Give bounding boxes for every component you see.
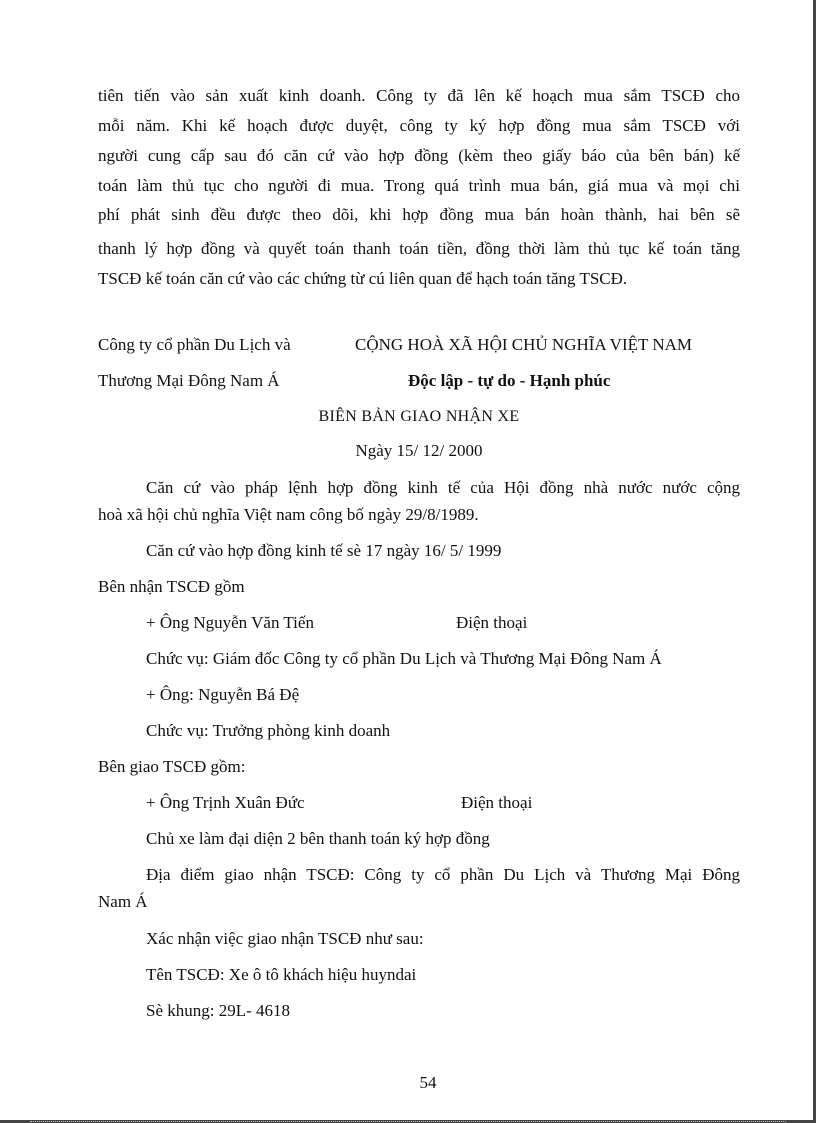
frame-number: Sè khung: 29L- 4618: [146, 1001, 291, 1020]
intro-line: toán làm thủ tục cho người đi mua. Trong quá trình mua bán, giá mua và mọi chi: [98, 176, 740, 195]
intro-line: phí phát sinh đều được theo dõi, khi hợp đồng mua bán hoàn thành, hai bên sẽ: [98, 205, 740, 224]
basis-line: Căn cứ vào pháp lệnh hợp đồng kinh tế của Hội đồng nhà nước nước cộng: [146, 478, 740, 497]
basis-line: hoà xã hội chủ nghĩa Việt nam công bố ngày 29/8/1989.: [98, 505, 479, 524]
asset-name: Tên TSCĐ: Xe ô tô khách hiệu huyndai: [146, 965, 417, 984]
page-number: 54: [419, 1073, 437, 1092]
intro-line: TSCĐ kế toán căn cứ vào các chứng từ cú liên quan để hạch toán tăng TSCĐ.: [98, 269, 628, 288]
giver-note: Chủ xe làm đại diện 2 bên thanh toán ký hợp đồng: [146, 829, 490, 848]
company-name-line2: Thương Mại Đông Nam Á: [98, 371, 280, 390]
republic-title: CỘNG HOÀ XÃ HỘI CHỦ NGHĨA VIỆT NAM: [355, 335, 693, 354]
document-date: Ngày 15/ 12/ 2000: [355, 441, 483, 460]
giver-phone-label: Điện thoại: [461, 793, 533, 812]
receiver-heading: Bên nhận TSCĐ gồm: [98, 577, 245, 596]
location-line: Nam Á: [98, 892, 148, 911]
document-title: BIÊN BẢN GIAO NHẬN XE: [318, 408, 520, 425]
receiver-person-1: + Ông Nguyễn Văn Tiến: [146, 613, 314, 632]
location-line: Địa điểm giao nhận TSCĐ: Công ty cổ phần Du Lịch và Thương Mại Đông: [146, 865, 740, 884]
company-name-line1: Công ty cổ phần Du Lịch và: [98, 335, 291, 354]
receiver-position-1: Chức vụ: Giám đốc Công ty cổ phần Du Lịch và Thương Mại Đông Nam Á: [146, 649, 662, 668]
intro-line: người cung cấp sau đó căn cứ vào hợp đồng (kèm theo giấy báo của bên bán) kế: [98, 146, 740, 165]
intro-paragraph: [98, 85, 740, 298]
giver-heading: Bên giao TSCĐ gồm:: [98, 757, 246, 776]
footer-divider: [30, 1121, 786, 1122]
receiver-person-2: + Ông: Nguyễn Bá Đệ: [146, 685, 300, 704]
contract-basis: Căn cứ vào hợp đồng kinh tế sè 17 ngày 16/ 5/ 1999: [146, 541, 502, 560]
confirmation-text: Xác nhận việc giao nhận TSCĐ như sau:: [146, 929, 424, 948]
intro-line: thanh lý hợp đồng và quyết toán thanh toán tiền, đồng thời làm thủ tục kế toán tăng: [98, 239, 740, 258]
intro-line: mỗi năm. Khi kế hoạch được duyệt, công ty ký hợp đồng mua sắm TSCĐ với: [98, 116, 740, 135]
receiver-phone-label: Điện thoại: [456, 613, 528, 632]
giver-person-1: + Ông Trịnh Xuân Đức: [146, 793, 305, 812]
national-motto: Độc lập - tự do - Hạnh phúc: [408, 371, 611, 390]
receiver-position-2: Chức vụ: Trưởng phòng kinh doanh: [146, 721, 391, 740]
intro-line: tiên tiến vào sản xuất kinh doanh. Công ty đã lên kế hoạch mua sắm TSCĐ cho: [98, 86, 740, 105]
